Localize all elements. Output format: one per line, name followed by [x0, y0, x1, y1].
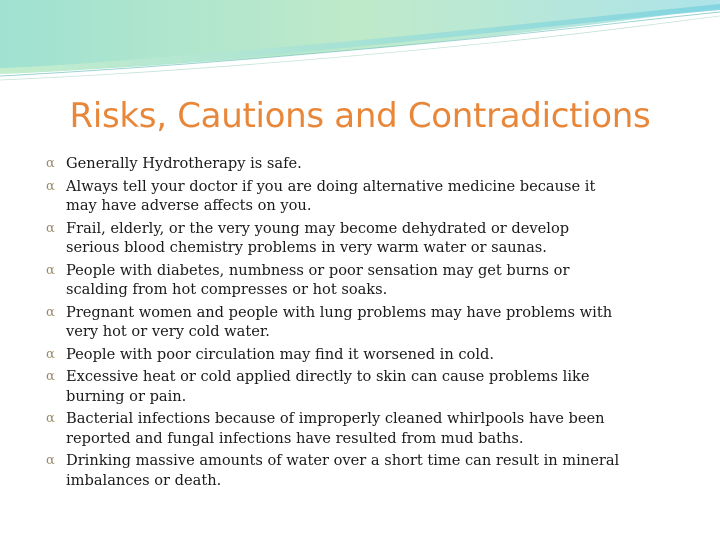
- bullet-item: [46, 345, 686, 365]
- bullet-marker-icon: α: [46, 453, 55, 468]
- bullet-text: Frail, elderly, or the very young may become dehydrated or develop serious blood chemistry problems in very warm water or saunas.: [66, 219, 570, 256]
- bullet-marker-icon: α: [46, 262, 55, 278]
- bullet-text: Generally Hydrotherapy is safe.: [66, 155, 302, 172]
- bullet-marker-icon: α: [46, 156, 55, 171]
- bullet-text: People with poor circulation may find it worsened in cold.: [66, 345, 494, 363]
- bullet-item: [46, 409, 686, 448]
- bullet-item: [46, 261, 686, 300]
- slide-title: Risks, Cautions and Contradictions: [69, 96, 651, 136]
- bullet-marker-icon: α: [46, 178, 55, 194]
- bullet-marker-icon: α: [46, 411, 55, 426]
- bullet-text: Excessive heat or cold applied directly to skin can cause problems like burning or pain.: [66, 368, 590, 405]
- bullet-marker-icon: α: [46, 220, 55, 236]
- bullet-text: People with diabetes, numbness or poor sensation may get burns or scalding from hot compresses or hot soaks.: [66, 261, 570, 298]
- bullet-item: [46, 451, 686, 490]
- bullet-text: Pregnant women and people with lung problems may have problems with very hot or very cold water.: [66, 303, 613, 340]
- bullet-marker-icon: α: [46, 346, 55, 362]
- bullet-item: [46, 367, 686, 406]
- bullet-marker-icon: α: [46, 369, 55, 384]
- header-wave-decoration: [0, 0, 720, 90]
- bullet-text: Drinking massive amounts of water over a short time can result in mineral imbalances or death.: [66, 452, 620, 489]
- bullet-item: [46, 177, 686, 216]
- bullet-item: [46, 219, 686, 258]
- bullet-list: [46, 154, 686, 493]
- bullet-text: Always tell your doctor if you are doing alternative medicine because it may have adverse affects on you.: [66, 177, 596, 214]
- bullet-item: [46, 303, 686, 342]
- bullet-item: [46, 154, 686, 174]
- bullet-text: Bacterial infections because of improperly cleaned whirlpools have been reported and fungal infections have resulted from mud baths.: [66, 410, 605, 447]
- bullet-marker-icon: α: [46, 304, 55, 320]
